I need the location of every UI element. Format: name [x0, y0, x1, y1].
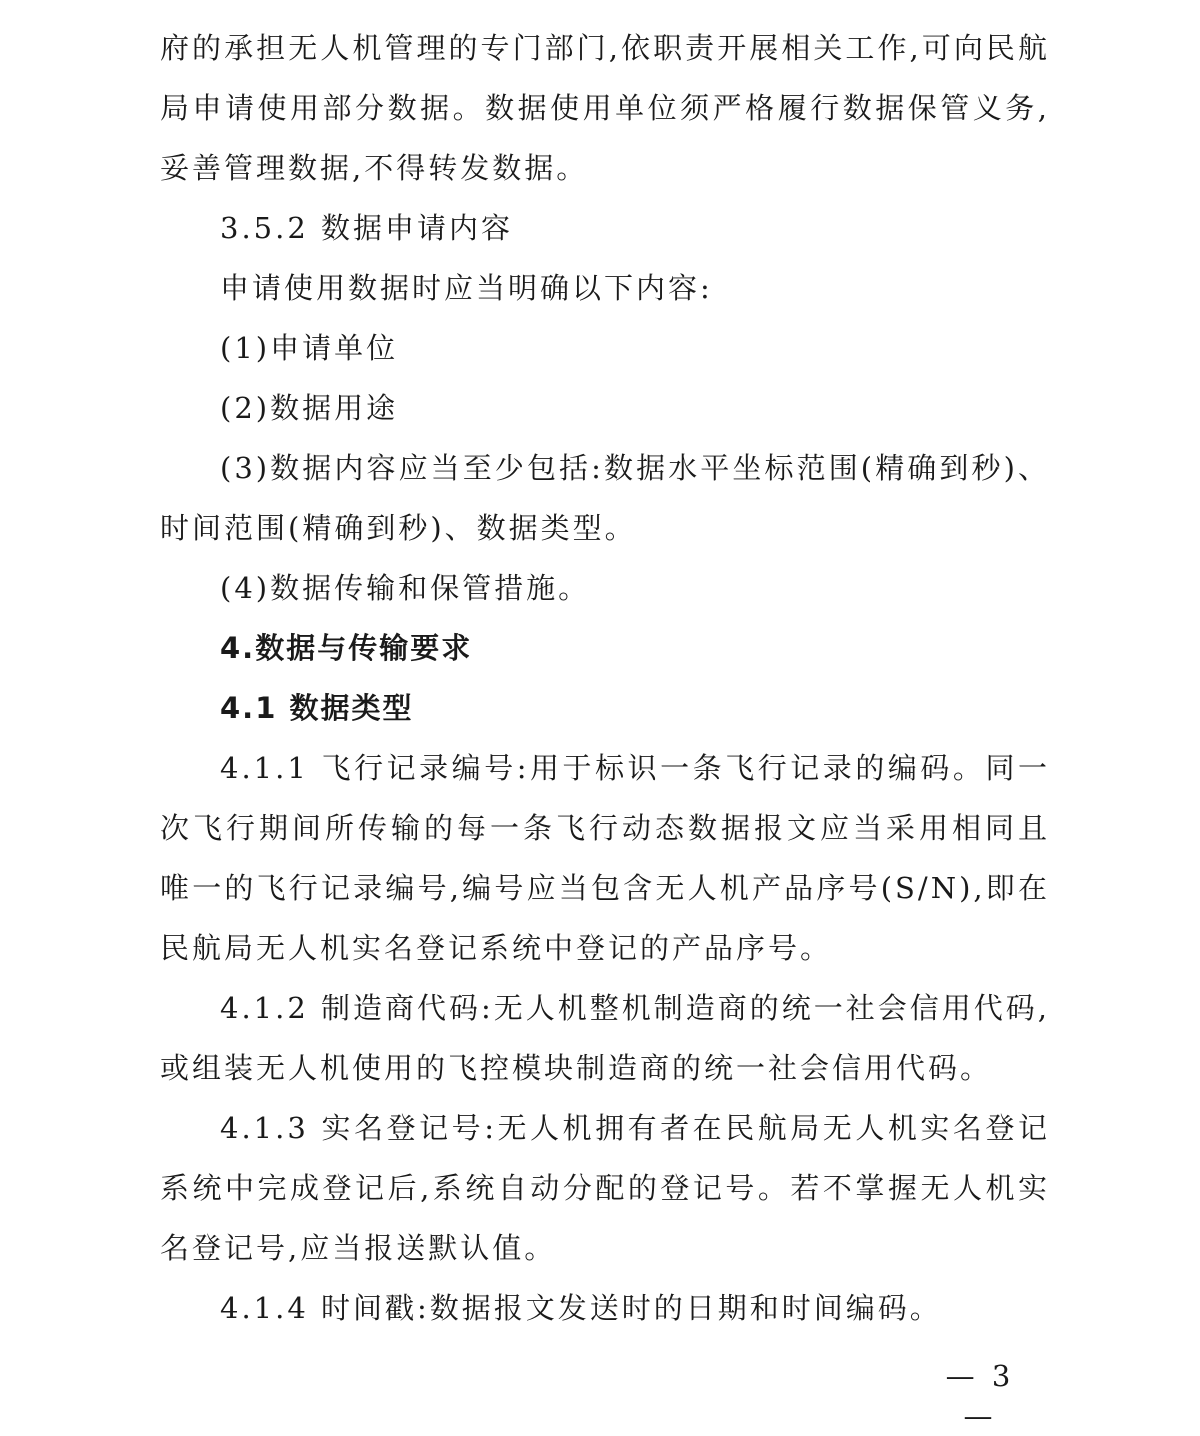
section-4-1-4-timestamp: 4.1.4 时间戳:数据报文发送时的日期和时间编码。	[220, 1291, 942, 1325]
section-4-1-1-flight-record-id: 4.1.1 飞行记录编号:用于标识一条飞行记录的编码。同一次飞行期间所传输的每一条飞行动态数据报文应当采用相同且唯一的飞行记录编号,编号应当包含无人机产品序号(S/N),即在民航局无人机实名登记系统中登记的产品序号。	[160, 751, 1050, 965]
list-item-applicant: (1)申请单位	[220, 331, 399, 365]
list-item-content: (3)数据内容应当至少包括:数据水平坐标范围(精确到秒)、时间范围(精确到秒)、数据类型。	[160, 451, 1050, 545]
section-4-heading: 4.数据与传输要求	[220, 631, 473, 665]
section-3-5-2-heading: 3.5.2 数据申请内容	[220, 211, 514, 245]
page-number: — 3 —	[945, 1359, 1015, 1433]
list-item-purpose: (2)数据用途	[220, 391, 399, 425]
paragraph-application-intro: 申请使用数据时应当明确以下内容:	[220, 271, 713, 305]
section-4-1-heading: 4.1 数据类型	[220, 691, 414, 725]
list-item-transmission: (4)数据传输和保管措施。	[220, 571, 591, 605]
section-4-1-2-manufacturer-code: 4.1.2 制造商代码:无人机整机制造商的统一社会信用代码,或组装无人机使用的飞控模块制造商的统一社会信用代码。	[160, 991, 1050, 1085]
paragraph-data-usage-units: 府的承担无人机管理的专门部门,依职责开展相关工作,可向民航局申请使用部分数据。数据使用单位须严格履行数据保管义务,妥善管理数据,不得转发数据。	[160, 31, 1050, 185]
section-4-1-3-registration-number: 4.1.3 实名登记号:无人机拥有者在民航局无人机实名登记系统中完成登记后,系统自动分配的登记号。若不掌握无人机实名登记号,应当报送默认值。	[160, 1111, 1050, 1265]
